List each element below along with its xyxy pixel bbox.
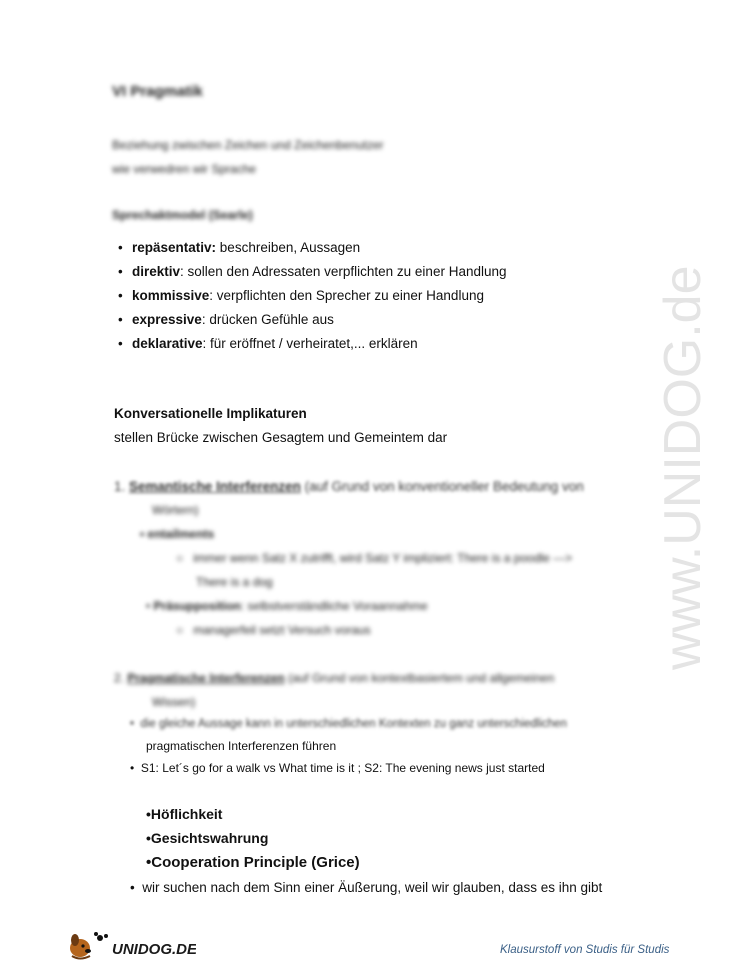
speech-act-item: • kommissive: verpflichten den Sprecher zu einer Handlung	[118, 288, 484, 303]
bullet-icon: •	[118, 240, 123, 255]
intro-line-1: Beziehung zwischen Zeichen und Zeichenbenutzer	[112, 138, 384, 152]
unidog-logo	[66, 928, 196, 967]
watermark-text: www.UNIDOG.de	[654, 265, 712, 670]
footer-tagline: Klausurstoff von Studis für Studis	[500, 944, 670, 956]
entailments-item: • entailments	[140, 527, 215, 541]
section-2-cont: Wissen)	[152, 695, 196, 709]
watermark	[600, 250, 750, 690]
speech-act-item: • expressive: drücken Gefühle aus	[118, 312, 334, 327]
section-1-cont: Wörtern)	[152, 503, 199, 517]
keyword-cooperation: •Cooperation Principle (Grice)	[146, 854, 360, 871]
keyword-hoeflichkeit: •Höflichkeit	[146, 806, 223, 822]
section-2-bullet-2: • S1: Let´s go for a walk vs What time is it ; S2: The evening news just started	[130, 761, 545, 775]
section-2-heading: 2. Pragmatische Interferenzen (auf Grund von kontextbasiertem und allgemeinen	[114, 671, 555, 685]
speech-act-item: • deklarative: für eröffnet / verheiratet,... erklären	[118, 336, 418, 351]
bullet-icon: •	[118, 312, 123, 327]
bullet-icon: •	[118, 288, 123, 303]
page-title: VI Pragmatik	[112, 83, 203, 100]
model-heading: Sprechaktmodel (Searle)	[112, 208, 253, 222]
entailments-sub-cont: There is a dog	[196, 575, 273, 589]
speech-act-item: • direktiv: sollen den Adressaten verpflichten zu einer Handlung	[118, 264, 507, 279]
svg-text:UNIDOG.DE: UNIDOG.DE	[112, 941, 196, 958]
entailments-sub: ○ immer wenn Satz X zutrifft, wird Satz Y impliziert: There is a poodle --->	[176, 551, 573, 565]
section-2-bullet-1: • die gleiche Aussage kann in unterschiedlichen Kontexten zu ganz unterschiedlichen	[130, 718, 567, 730]
presupposition-item: • Präsupposition: selbstverständliche Voraannahme	[146, 599, 428, 613]
section-2-bullet-1-cont: pragmatischen Interferenzen führen	[146, 739, 337, 753]
implicatures-subtitle: stellen Brücke zwischen Gesagtem und Gemeintem dar	[114, 430, 448, 445]
speech-act-item: • repäsentativ: beschreiben, Aussagen	[118, 240, 361, 255]
dog-logo-icon	[66, 928, 196, 962]
section-1-heading: 1. Semantische Interferenzen (auf Grund von konventioneller Bedeutung von	[114, 479, 584, 494]
implicatures-heading: Konversationelle Implikaturen	[114, 406, 307, 421]
intro-line-2: wie verwedren wir Sprache	[112, 162, 257, 176]
presupposition-sub: ○ managerfeil setzt Versuch voraus	[176, 623, 371, 637]
bullet-icon: •	[118, 264, 123, 279]
closing-bullet: • wir suchen nach dem Sinn einer Äußerung, weil wir glauben, dass es ihn gibt	[130, 880, 603, 895]
bullet-icon: •	[118, 336, 123, 351]
keyword-gesichtswahrung: •Gesichtswahrung	[146, 830, 269, 846]
